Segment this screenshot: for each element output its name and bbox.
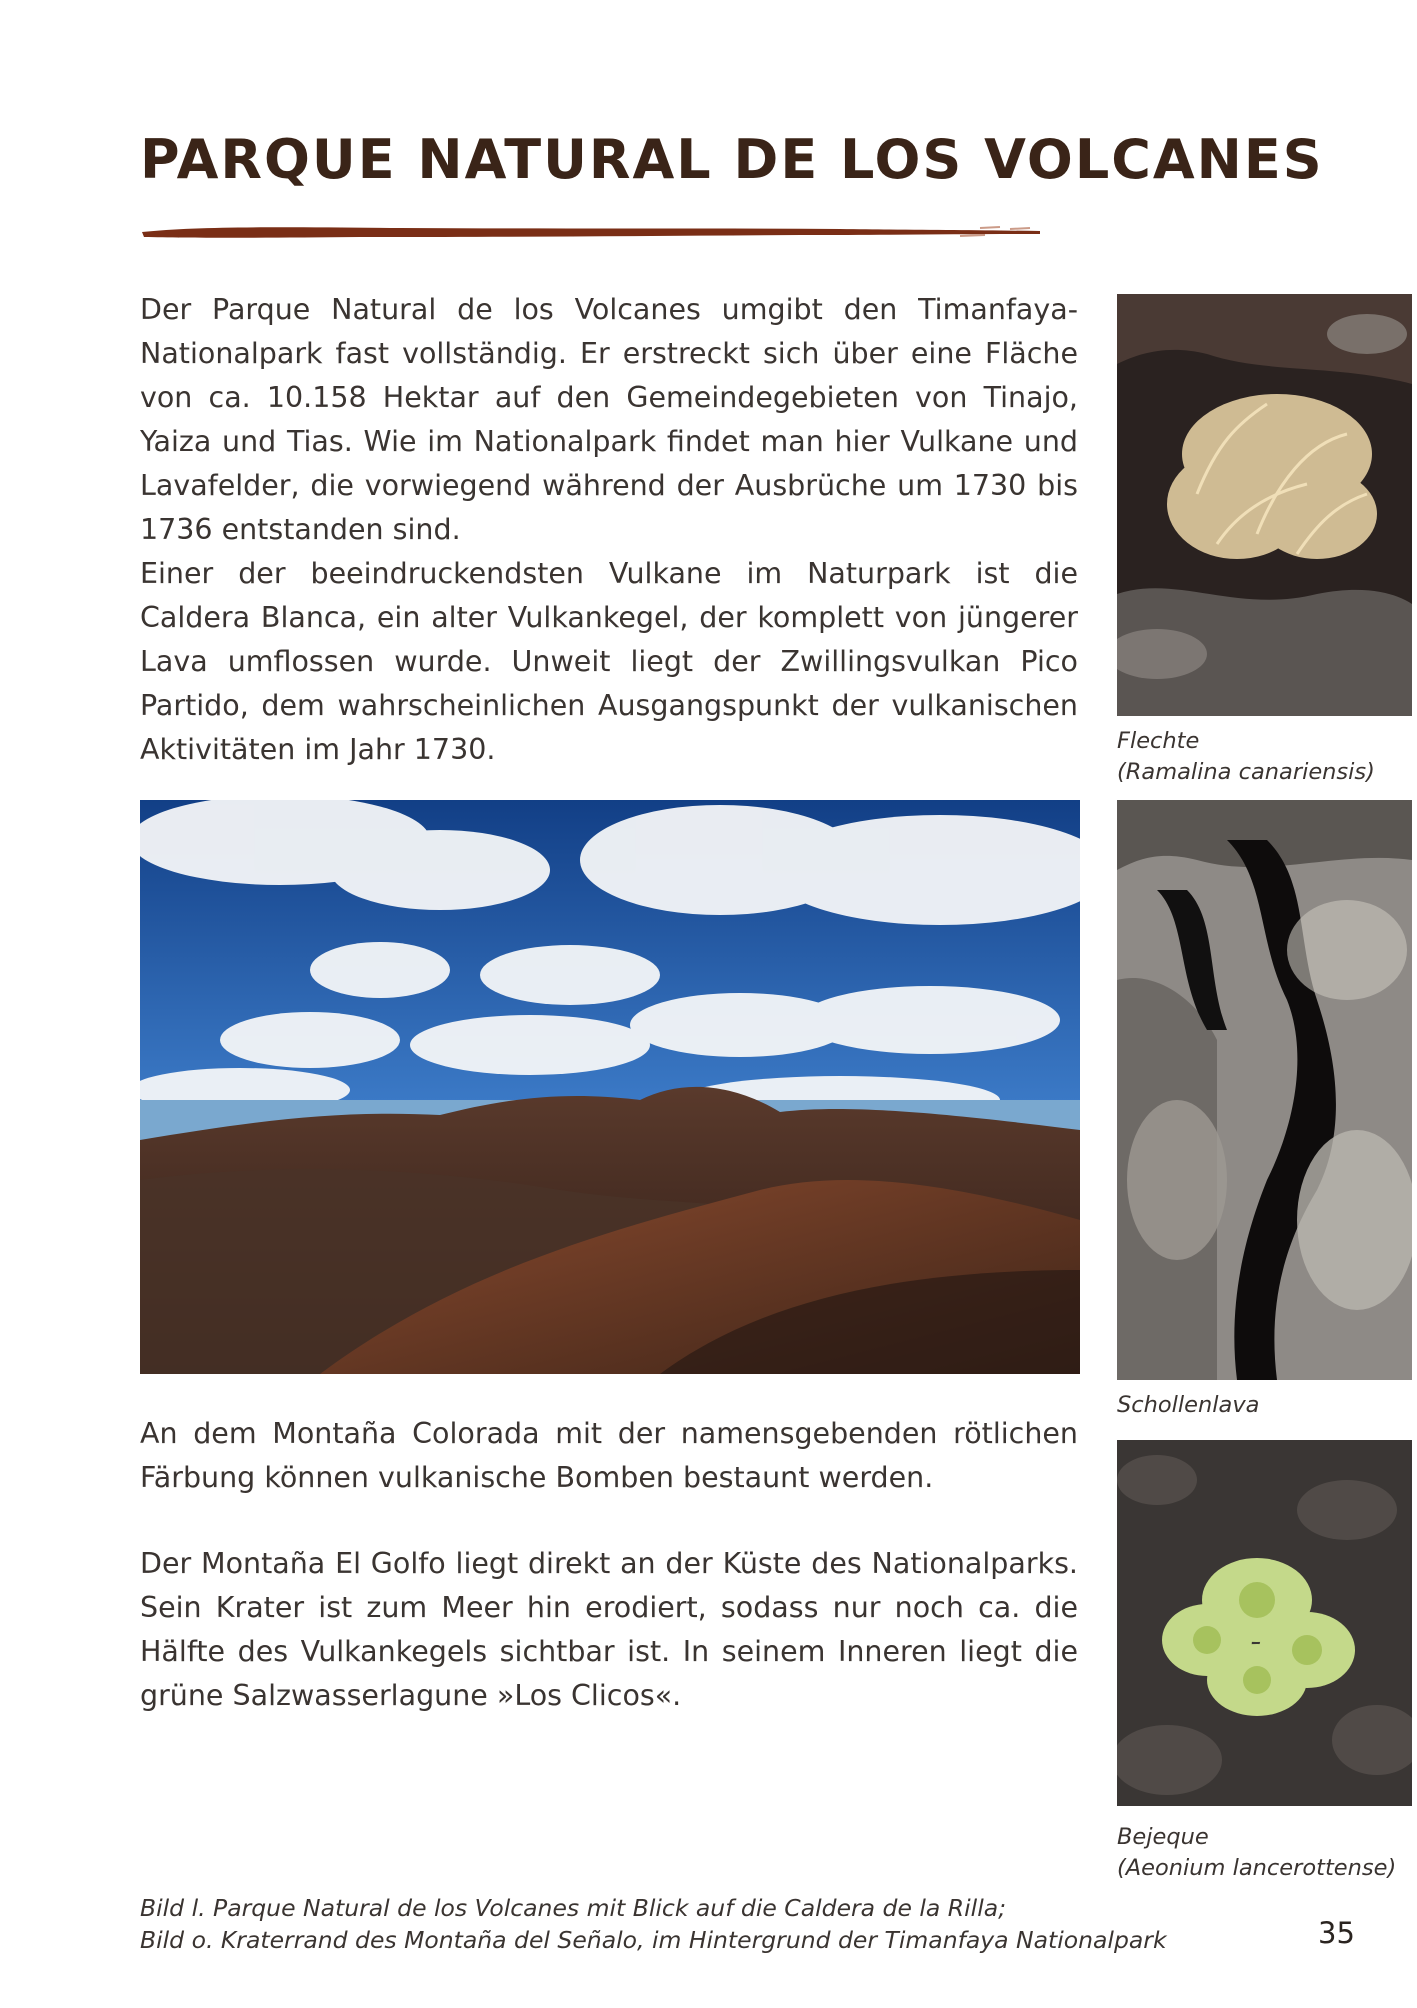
schollenlava-photo: [1117, 800, 1412, 1380]
lichen-photo: [1117, 294, 1412, 716]
bejeque-caption: [1117, 1822, 1396, 1884]
lichen-caption-name: Flechte: [1117, 728, 1200, 754]
main-landscape-photo: [140, 800, 1080, 1374]
title-brush-rule: [140, 220, 1040, 244]
bejeque-caption-latin: (Aeonium lancerottense): [1117, 1855, 1397, 1881]
paragraph-el-golfo: Der Montaña El Golfo liegt direkt an der Küste des Nationalparks. Sein Krater ist zum Meer hin erodiert, sodass nur noch ca. die Hälfte des Vulkankegels sichtbar ist. In seinem Inneren liegt die grüne Salzwasserlagune »Los Clicos«.: [140, 1547, 1078, 1712]
photo-credits-caption: [140, 1892, 1167, 1956]
bejeque-photo: [1117, 1440, 1412, 1806]
photo-caption-left: Bild l. Parque Natural de los Volcanes mit Blick auf die Caldera de la Rilla;: [140, 1894, 1007, 1922]
paragraph-intro: Der Parque Natural de los Volcanes umgibt den Timanfaya-Nationalpark fast vollständig. Er erstreckt sich über eine Fläche von ca. 10.158 Hektar auf den Gemeindegebieten von Tinajo, Yaiza und Tias. Wie im Nationalpark findet man hier Vulkane und Lavafelder, die vorwiegend während der Ausbrüche um 1730 bis 1736 entstanden sind.: [140, 293, 1078, 546]
photo-caption-top: Bild o. Kraterrand des Montaña del Señalo, im Hintergrund der Timanfaya Nationalpark: [140, 1926, 1167, 1954]
paragraph-montana-colorada: An dem Montaña Colorada mit der namensgebenden rötlichen Färbung können vulkanische Bomben bestaunt werden.: [140, 1417, 1078, 1494]
lichen-caption-latin: (Ramalina canariensis): [1117, 759, 1375, 785]
bejeque-caption-name: Bejeque: [1117, 1824, 1209, 1850]
paragraph-caldera-blanca: Einer der beeindruckendsten Vulkane im Naturpark ist die Caldera Blanca, ein alter Vulkankegel, der komplett von jüngerer Lava umflossen wurde. Unweit liegt der Zwillingsvulkan Pico Partido, dem wahrscheinlichen Ausgangspunkt der vulkanischen Aktivitäten im Jahr 1730.: [140, 557, 1078, 766]
schollenlava-caption: [1117, 1390, 1259, 1421]
page-title: PARQUE NATURAL DE LOS VOLCANES: [140, 128, 1324, 191]
schollenlava-caption-name: Schollenlava: [1117, 1392, 1260, 1418]
page-number: 35: [1318, 1916, 1355, 1950]
lichen-caption: [1117, 726, 1375, 788]
